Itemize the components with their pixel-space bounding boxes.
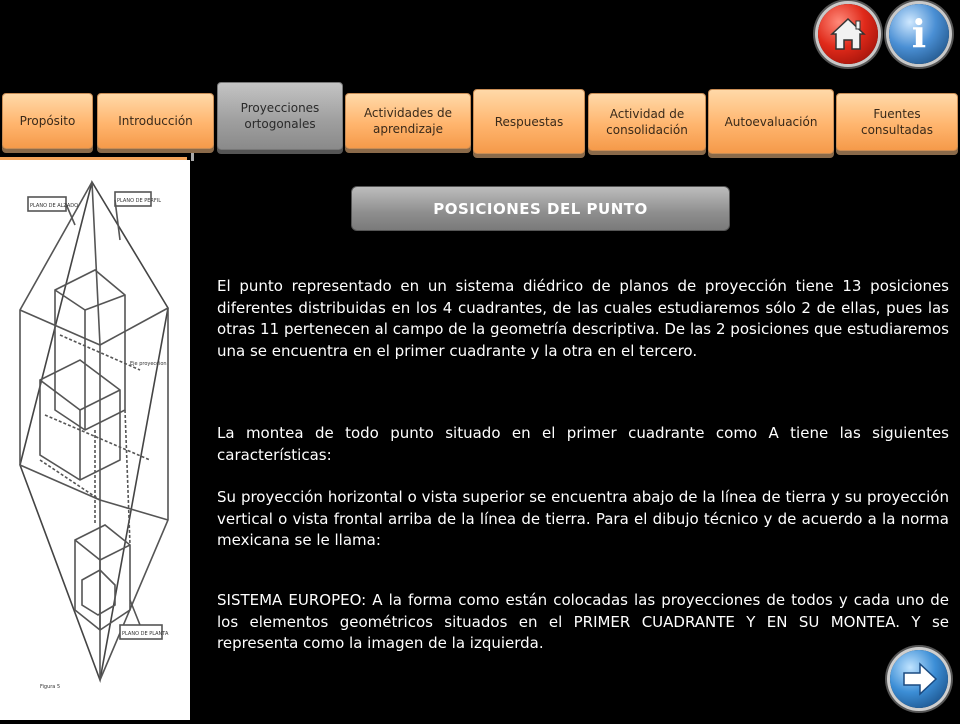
tab-actividades-aprendizaje[interactable] xyxy=(345,93,471,149)
label-plano-perfil: PLANO DE PERFIL xyxy=(117,198,161,204)
tab-label-line1: Proyecciones xyxy=(240,101,320,115)
paragraph-intro: El punto representado en un sistema diédrico de planos de proyección tiene 13 posiciones diferentes distribuidas en los 4 cuadrantes, de las cuales estudiaremos sólo 2 de ellas, pues las otras 11 pertenecen al campo de la geometría descriptiva. De las 2 posiciones que estudiaremos una se encuentra en el primer cuadrante y la otra en el tercero. xyxy=(217,277,949,360)
label-plano-planta: PLANO DE PLANTA xyxy=(122,631,169,637)
label-eje-proyeccion: Eje proyeccion xyxy=(130,361,167,367)
tab-label-line2: consolidación xyxy=(606,123,688,137)
tab-label: Propósito xyxy=(19,114,76,128)
section-heading: POSICIONES DEL PUNTO xyxy=(351,186,730,231)
tab-label-line1: Actividades de xyxy=(363,106,453,120)
next-button[interactable] xyxy=(890,650,948,708)
tab-autoevaluacion[interactable] xyxy=(708,89,834,154)
tab-actividad-consolidacion[interactable] xyxy=(588,93,706,151)
paragraph-sistema-europeo: SISTEMA EUROPEO: A la forma como están colocadas las proyecciones de todos y cada uno de los elementos geométricos situados en el PRIMER CUADRANTE Y EN SU MONTEA. Y se representa como la imagen de la izquierda. xyxy=(217,591,949,652)
arrow-right-icon xyxy=(890,650,948,708)
tab-respuestas[interactable] xyxy=(473,89,585,154)
info-icon: i xyxy=(911,11,927,56)
tab-fuentes-consultadas[interactable] xyxy=(836,93,958,151)
tab-label: Introducción xyxy=(118,114,193,128)
label-plano-alzado: PLANO DE ALZADO xyxy=(30,203,79,209)
home-icon xyxy=(818,4,878,64)
tab-label-line2: aprendizaje xyxy=(373,122,443,136)
tab-label: Respuestas xyxy=(494,114,564,129)
panel-divider xyxy=(191,153,194,161)
tab-label-line2: consultadas xyxy=(860,123,934,137)
projection-figure-panel xyxy=(0,160,190,720)
tab-proyecciones-ortogonales[interactable] xyxy=(217,82,343,150)
tab-label-line1: Fuentes xyxy=(873,107,921,121)
home-button[interactable] xyxy=(818,4,878,64)
label-figura: Figura 5 xyxy=(40,684,61,690)
paragraph-proyeccion: Su proyección horizontal o vista superior se encuentra abajo de la línea de tierra y su proyección vertical o vista frontal arriba de la línea de tierra. Para el dibujo técnico y de acuerdo a la norma mexicana se le llama: xyxy=(217,488,949,549)
tab-proposito[interactable] xyxy=(2,93,93,149)
tab-label-line1: Actividad de xyxy=(609,107,685,121)
projection-diagram xyxy=(0,160,190,720)
tab-label-line2: ortogonales xyxy=(244,117,316,131)
tab-label: Autoevaluación xyxy=(724,114,818,129)
tab-introduccion[interactable] xyxy=(97,93,214,149)
paragraph-montea: La montea de todo punto situado en el primer cuadrante como A tiene las siguientes características: xyxy=(217,424,949,464)
info-button[interactable] xyxy=(889,4,949,64)
